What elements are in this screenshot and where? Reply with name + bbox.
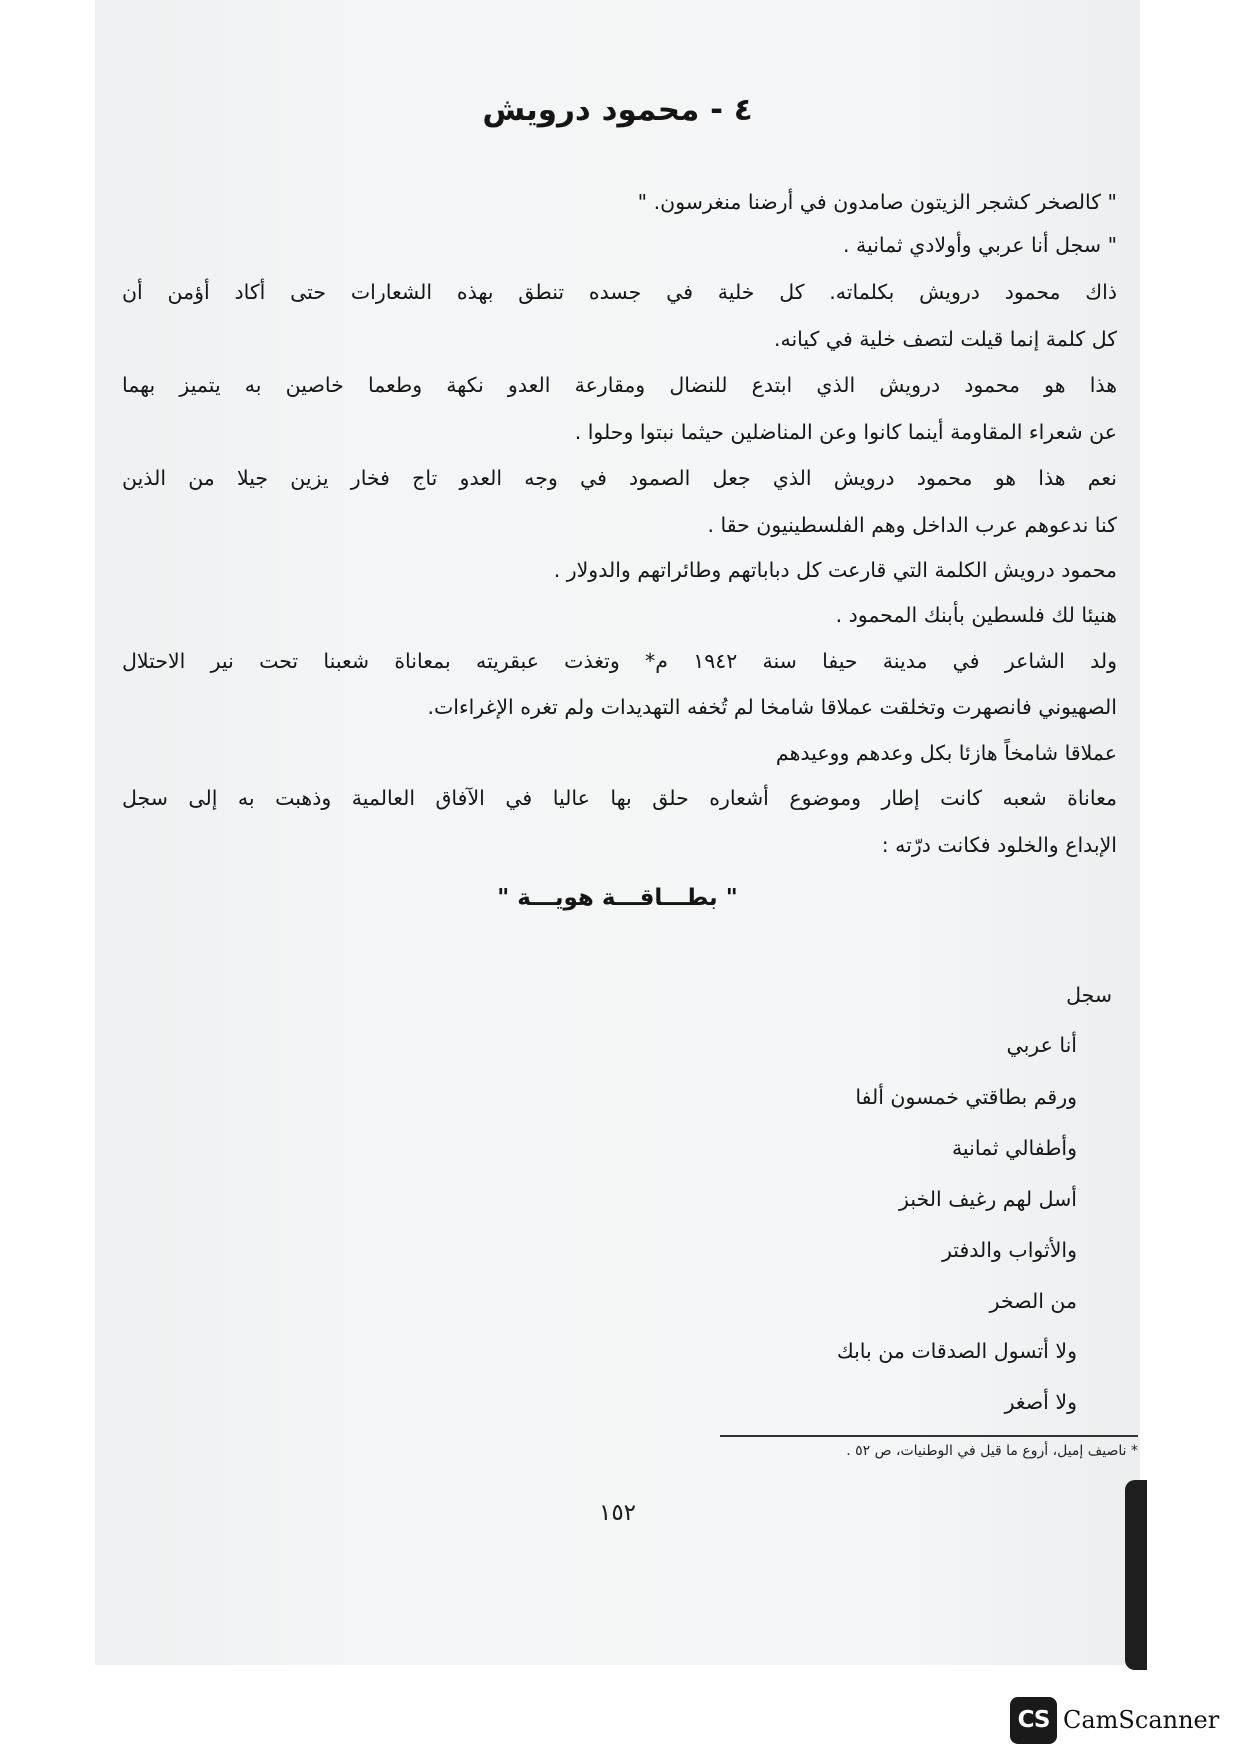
text-line: كل كلمة إنما قيلت لتصف خلية في كيانه. xyxy=(773,327,1117,351)
text-line: هذا هو محمود درويش الذي ابتدع للنضال ومقارعة العدو نكهة وطعما خاصين به يتميز بهما xyxy=(122,373,1117,397)
poem-line: ورقم بطاقتي خمسون ألفا xyxy=(855,1085,1077,1109)
text-line: عن شعراء المقاومة أينما كانوا وعن المناضلين حيثما نبتوا وحلوا . xyxy=(574,420,1117,444)
poem-line: والأثواب والدفتر xyxy=(942,1238,1077,1262)
page-number: ١٥٢ xyxy=(598,1500,637,1526)
poem-title: " بطـــاقـــة هويـــة " xyxy=(497,885,738,911)
poem-line: أسل لهم رغيف الخبز xyxy=(899,1187,1077,1211)
text-line: الصهيوني فانصهرت وتخلقت عملاقا شامخا لم تُخفه التهديدات ولم تغره الإغراءات. xyxy=(427,695,1117,719)
text-line: معاناة شعبه كانت إطار وموضوع أشعاره حلق بها عاليا في الآفاق العالمية وذهبت به إلى سجل xyxy=(122,786,1117,810)
text-line: ولد الشاعر في مدينة حيفا سنة ١٩٤٢ م* وتغذت عبقريته بمعاناة شعبنا تحت نير الاحتلال xyxy=(122,649,1117,673)
camscanner-logo xyxy=(1010,1695,1219,1745)
poem-line: من الصخر xyxy=(989,1289,1077,1313)
poem-line: سجل xyxy=(1066,983,1112,1007)
footnote: * ناصيف إميل، أروع ما قيل في الوطنيات، ص ٥٢ . xyxy=(846,1443,1138,1459)
text-line: الإبداع والخلود فكانت درّته : xyxy=(881,833,1117,857)
text-line: نعم هذا هو محمود درويش الذي جعل الصمود في وجه العدو تاج فخار يزين جيلا من الذين xyxy=(122,466,1117,490)
poem-line: ولا أتسول الصدقات من بابك xyxy=(836,1339,1077,1363)
camscanner-badge-icon: CS xyxy=(1010,1697,1057,1744)
camscanner-wordmark: CamScanner xyxy=(1063,1706,1220,1734)
text-line: محمود درويش الكلمة التي قارعت كل دباباتهم وطائراتهم والدولار . xyxy=(553,558,1117,582)
footnote-divider xyxy=(720,1435,1138,1437)
text-line: ذاك محمود درويش بكلماته. كل خلية في جسده تنطق بهذه الشعارات حتى أكاد أؤمن أن xyxy=(122,280,1117,304)
poem-line: وأطفالي ثمانية xyxy=(951,1136,1077,1160)
scanned-page xyxy=(95,0,1140,1665)
poem-line: ولا أصغر xyxy=(1004,1390,1077,1414)
text-line: هنيئا لك فلسطين بأبنك المحمود . xyxy=(835,603,1117,627)
poem-line: أنا عربي xyxy=(1006,1033,1077,1057)
text-line: " سجل أنا عربي وأولادي ثمانية . xyxy=(842,233,1117,257)
text-line: كنا ندعوهم عرب الداخل وهم الفلسطينيون حقا . xyxy=(707,513,1117,537)
text-line: عملاقا شامخاً هازئا بكل وعدهم ووعيدهم xyxy=(775,741,1117,765)
text-line: " كالصخر كشجر الزيتون صامدون في أرضنا منغرسون. " xyxy=(637,190,1117,214)
page-title: ٤ - محمود درويش xyxy=(482,92,753,128)
page-edge-shadow xyxy=(1125,1480,1147,1670)
